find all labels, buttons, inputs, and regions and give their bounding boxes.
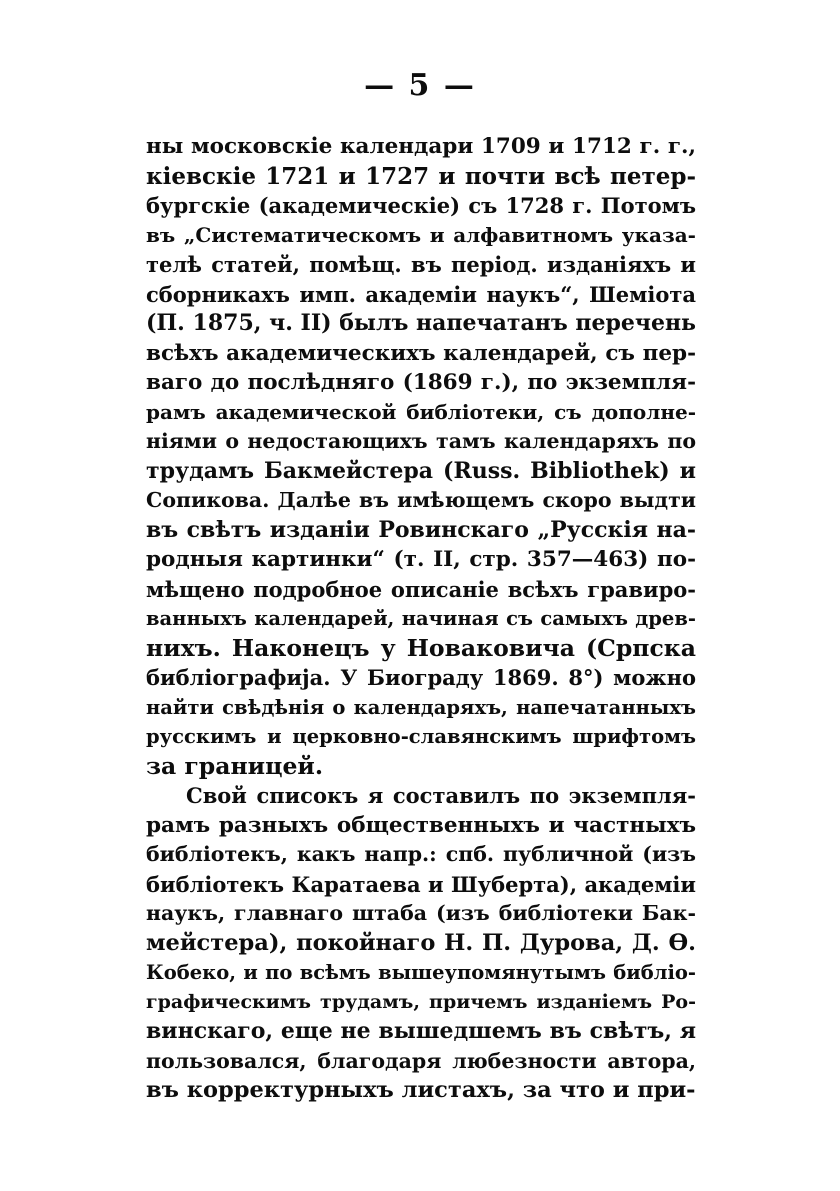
text-line: нихъ. Наконецъ у Новаковича (Српска [146,633,696,662]
text-line: мѣщено подробное описаніе всѣхъ гравиро- [146,576,696,602]
text-line: Кобеко, и по всѣмъ вышеупомянутымъ библіо- [146,961,696,984]
text-line: родныя картинки“ (т. II, стр. 357—463) по- [146,547,696,572]
text-line: найти свѣдѣнія о календаряхъ, напечатанныхъ [146,695,696,719]
text-line: въ свѣтъ изданіи Ровинскаго „Русскія на- [146,516,696,543]
text-line: графическимъ трудамъ, причемъ изданіемъ Ро- [146,990,696,1013]
text-line: мейстера), покойнаго Н. П. Дурова, Д. Ѳ. [146,929,696,956]
text-line: Сопикова. Далѣе въ имѣющемъ скоро выдти [146,488,696,512]
paragraph [146,132,696,781]
text-line: ны московскіе календари 1709 и 1712 г. г., [146,134,696,159]
paragraph [146,781,696,1106]
text-line: всѣхъ академическихъ календарей, съ пер- [146,340,696,366]
text-line: библіотекъ Каратаева и Шуберта), академіи [146,871,696,897]
text-line: въ корректурныхъ листахъ, за что и при- [146,1077,696,1103]
text-line: наукъ, главнаго штаба (изъ библіотеки Бак- [146,901,696,925]
text-line: телѣ статей, помѣщ. въ період. изданіяхъ и [146,252,696,277]
text-line: рамъ академической библіотеки, съ дополне- [146,399,696,424]
text-line: пользовался, благодаря любезности автора, [146,1048,696,1073]
text-line: винскаго, еще не вышедшемъ въ свѣтъ, я [146,1018,696,1044]
text-line: (П. 1875, ч. II) былъ напечатанъ перечень [146,310,696,336]
text-line: кіевскіе 1721 и 1727 и почти всѣ петер- [146,162,696,190]
text-line: ніями о недостающихъ тамъ календаряхъ по [146,429,696,453]
page-number: — 5 — [364,68,476,103]
text-line: сборникахъ имп. академіи наукъ“, Шеміота [146,281,696,307]
text-line: библіографија. У Биограду 1869. 8°) можно [146,665,696,690]
text-line: ваго до послѣдняго (1869 г.), по экземпля- [146,370,696,395]
text-line: рамъ разныхъ общественныхъ и частныхъ [146,812,696,838]
text-line: библіотекъ, какъ напр.: спб. публичной (изъ [146,842,696,866]
text-line: трудамъ Бакмейстера (Russ. Bibliothek) и [146,457,696,484]
text-line: Свой списокъ я составилъ по экземпля- [186,783,696,808]
text-line: ванныхъ календарей, начиная съ самыхъ древ- [146,607,696,630]
text-line: въ „Систематическомъ и алфавитномъ указа- [146,222,696,247]
text-line: бургскіе (академическіе) съ 1728 г. Потомъ [146,193,696,218]
body-text [146,132,696,1106]
text-line: за границей. [146,751,324,780]
text-line: русскимъ и церковно-славянскимъ шрифтомъ [146,725,696,748]
